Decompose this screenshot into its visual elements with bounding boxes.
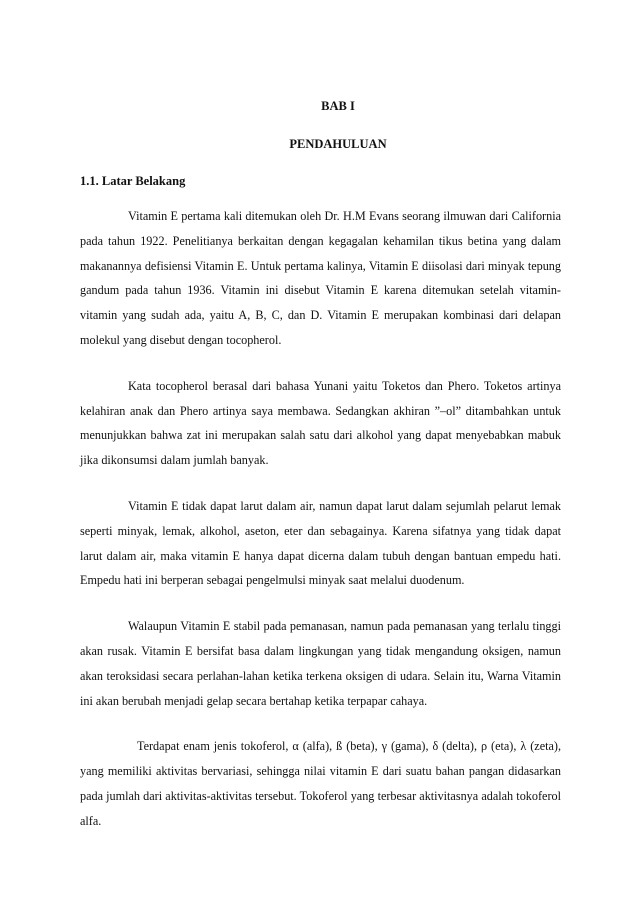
section-heading: 1.1. Latar Belakang <box>80 174 186 188</box>
paragraph-4: Walaupun Vitamin E stabil pada pemanasan, namun pada pemanasan yang terlalu tinggi akan rusak. Vitamin E bersifat basa dalam lingkungan yang tidak mengandung oksigen, namun akan teroksidasi secara perlahan-lahan ketika terkena oksigen di udara. Selain itu, Warna Vitamin ini akan berubah menjadi gelap secara bertahap ketika terpapar cahaya. <box>80 619 561 708</box>
paragraph-2: Kata tocopherol berasal dari bahasa Yunani yaitu Toketos dan Phero. Toketos artinya kelahiran anak dan Phero artinya saya membawa. Sedangkan akhiran ”–ol” ditambahkan untuk menunjukkan bahwa zat ini merupakan salah satu dari alkohol yang dapat menyebabkan mabuk jika dikonsumsi dalam jumlah banyak. <box>80 378 561 468</box>
paragraph-5: Terdapat enam jenis tokoferol, α (alfa), ß (beta), γ (gama), δ (delta), ρ (eta), λ (zeta), yang memiliki aktivitas bervariasi, sehingga nilai vitamin E dari suatu bahan pangan didasarkan pada jumlah dari aktivitas-aktivitas tersebut. Tokoferol yang terbesar aktivitasnya adalah tokoferol alfa. <box>80 739 561 828</box>
paragraph-1: Vitamin E pertama kali ditemukan oleh Dr. H.M Evans seorang ilmuwan dari California pada tahun 1922. Penelitianya berkaitan dengan kegagalan kehamilan tikus betina yang dalam makanannya defisiensi Vitamin E. Untuk pertama kalinya, Vitamin E diisolasi dari minyak tepung gandum pada tahun 1936. Vitamin ini disebut Vitamin E karena ditemukan setelah vitamin-vitamin yang sudah ada, yaitu A, B, C, dan D. Vitamin E merupakan kombinasi dari delapan molekul yang disebut dengan tocopherol. <box>80 209 561 347</box>
body-text <box>80 204 561 855</box>
chapter-title: PENDAHULUAN <box>289 137 387 151</box>
chapter-number: BAB I <box>321 99 355 113</box>
paragraph-3: Vitamin E tidak dapat larut dalam air, namun dapat larut dalam sejumlah pelarut lemak seperti minyak, lemak, alkohol, aseton, eter dan sebagainya. Karena sifatnya yang tidak dapat larut dalam air, maka vitamin E hanya dapat dicerna dalam tubuh dengan bantuan empedu hati. Empedu hati ini berperan sebagai pengelmulsi minyak saat melalui duodenum. <box>80 498 561 588</box>
